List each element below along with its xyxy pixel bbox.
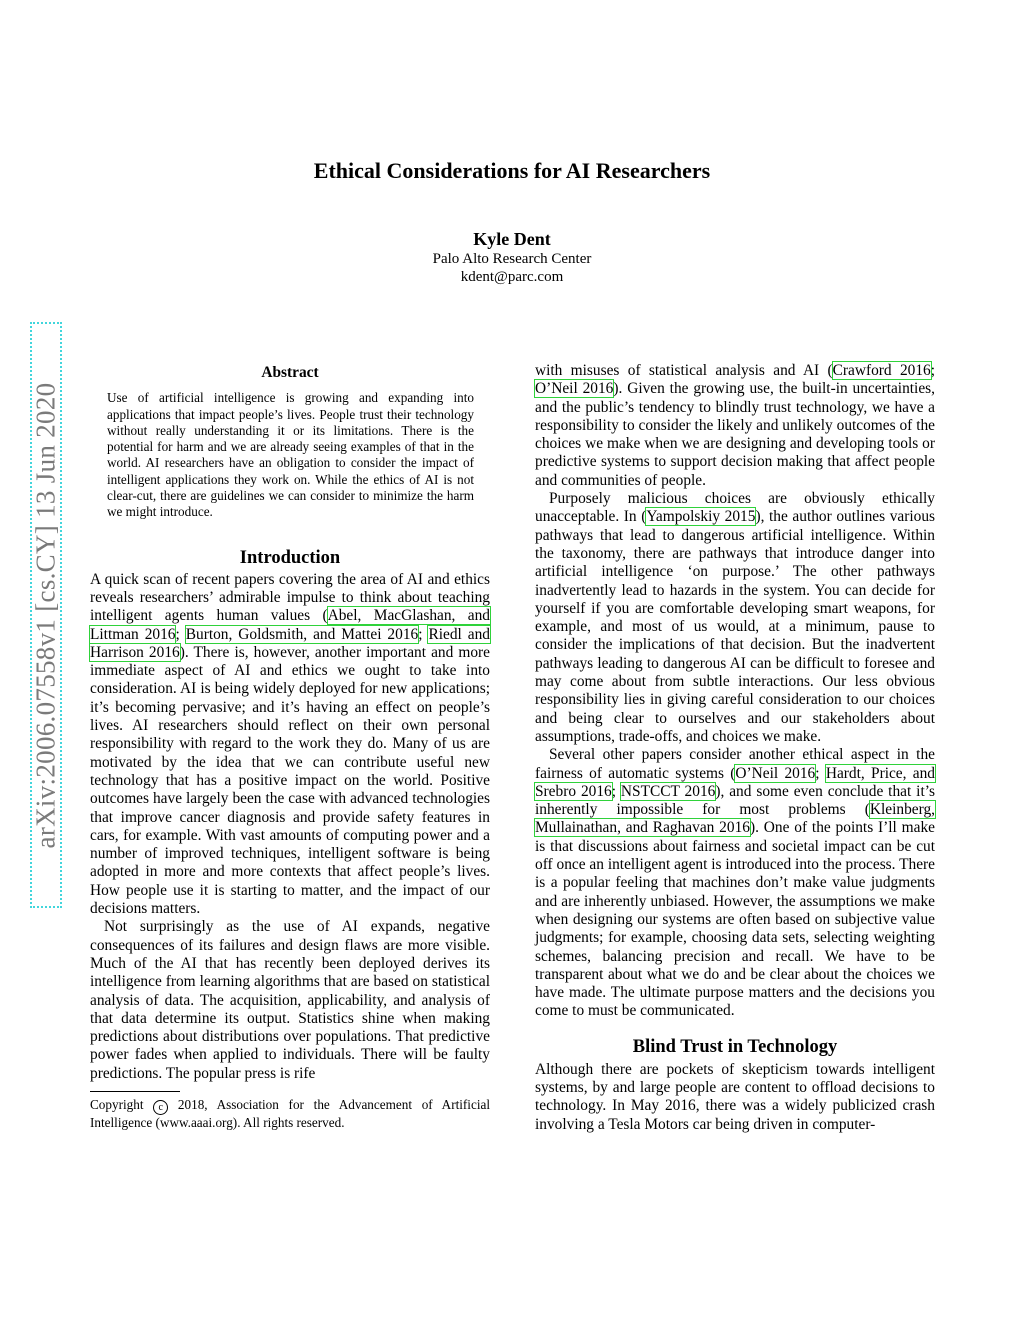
blind-trust-heading: Blind Trust in Technology (632, 1036, 838, 1057)
intro-p2-cont-text: with misuses of statistical analysis and AI ( (535, 362, 833, 379)
footnote-text: 2018, Association for the Advancement of Artificial Intelligence (www.aaai.org). All rights reserved. (90, 1096, 490, 1130)
citation-burton-2016[interactable]: Burton, Goldsmith, and Mattei 2016 (185, 625, 419, 643)
citation-oneil-2016-b[interactable]: O’Neil 2016 (735, 764, 816, 782)
intro-paragraph-2: Not surprisingly as the use of AI expands, negative consequences of its failures and design flaws are more visible. Much of the AI that has recently been deployed derives its intelligence from learning algorithms that are based on statistical analysis of data. The acquisition, applicability, and analysis of that data determine its output. Statistics shine when making predictions about distributions over populations. That predictive power fades when applied to individuals. There will be faulty predictions. The popular press is rife (90, 918, 490, 1082)
right-column (535, 362, 935, 1134)
footnote-rule (90, 1091, 180, 1092)
intro-paragraph-2-continued (535, 362, 935, 490)
citation-kleinberg-2016[interactable]: Kleinberg, Mullainathan, and Raghavan 2016 (535, 801, 935, 837)
footnote (90, 1091, 490, 1131)
citation-crawford-2016[interactable]: Crawford 2016 (832, 362, 931, 379)
citation-separator: ; (930, 362, 936, 379)
arxiv-stamp (30, 322, 62, 908)
intro-p2-end-text: ). Given the growing use, the built-in uncertainties, and the public’s tendency to blindly trust technology, we have a responsibility to consider the likely and unlikely outcomes of the choices we make when we are designing and developing tools or predictive systems to support decision making that affect people and communities of people. (535, 380, 935, 489)
intro-paragraph-3 (535, 490, 935, 746)
intro-p4-text-c: ). One of the points I’ll make is that discussions about fairness and societal impact can be cut off once an intelligent agent is introduced into the process. There is a popular feeling that machines don’t make value judgments and are inherently unbiased. However, the assumptions we make when designing our systems are often based on subjective value judgments; for example, choosing data sets, selecting weighting schemes, balancing precision and recall. We have to be transparent about what we do and be clear about the choices we have made. The ultimate purpose matters and the decisions you come to must be communicated. (535, 819, 935, 1020)
citation-separator: ; (418, 625, 429, 643)
intro-p1-text-b: ). There is, however, another important and more immediate aspect of AI and ethics we ought to take into consideration. AI is being widely deployed for new applications; it’s becoming pervasive; and it’s having an effect on people’s lives. AI researchers should reflect on their own personal responsibility with regard to the work they do. Many of us are motivated by the idea that we can contribute useful new technology that has a positive impact on the world. Positive outcomes have largely been the case with advanced technologies that improve cancer diagnosis and provide safety features in cars, for example. With vast amounts of computing power and a number of improved techniques, intelligent software is being adopted in more and more contexts that affect people’s lives. How people use it is starting to matter, and the impact of our decisions matters. (90, 643, 490, 918)
copyright-icon: c (153, 1100, 168, 1115)
author-email: kdent@parc.com (460, 269, 564, 285)
citation-oneil-2016[interactable]: O’Neil 2016 (535, 380, 614, 398)
citation-hardt-2016[interactable]: Hardt, Price, and Srebro 2016 (535, 764, 936, 800)
intro-p3-text-b: ), the author outlines various pathways that lead to dangerous artificial intelligence. Within the taxonomy, there are pathways that introduce danger into artificial intelligence ‘on purpose.’ The other pathways inadvertently lead to hazards in the system. You can decide for yourself if you are comfortable developing smart weapons, for example, and most of us would, at a minimum, pause to consider the implications of that decision. But the inadvertent pathways leading to dangerous AI can be difficult to foresee and may come about from subtle interactions. Our less obvious responsibility lies in giving careful consideration to our choices and being clear to ourselves and our stakeholders about assumptions, trade-offs, and choices we make. (535, 508, 936, 745)
abstract-heading: Abstract (261, 364, 319, 381)
abstract-text: Use of artificial intelligence is growing and expanding into applications that impact people’s lives. People trust their technology without really understanding it or its limitations. There is the potential for harm and we are already seeing examples of that in the world. AI researchers have an obligation to consider the impact of intelligent applications they work on. While the ethics of AI is not clear-cut, there are guidelines we can consider to minimize the harm we might introduce. (107, 390, 474, 520)
citation-abel-2016[interactable]: Abel, MacGlashan, and Littman 2016 (90, 607, 490, 643)
citation-separator: ; (175, 625, 186, 643)
left-column (90, 362, 490, 1131)
intro-p1-text-a: A quick scan of recent papers covering the area of AI and ethics reveals researchers’ admirable impulse to think about teaching intelligent agents human values ( (90, 570, 490, 625)
citation-riedl-2016[interactable]: Riedl and Harrison 2016 (90, 625, 491, 661)
introduction-heading: Introduction (239, 547, 341, 568)
citation-yampolskiy-2015[interactable]: Yampolskiy 2015 (646, 508, 756, 526)
intro-p4-text-b: ), and some even conclude that it’s inherently impossible for most problems ( (535, 782, 935, 819)
author-name: Kyle Dent (473, 229, 551, 249)
author-affiliation: Palo Alto Research Center (432, 251, 592, 267)
intro-paragraph-4 (535, 746, 935, 1020)
author-block (0, 228, 1024, 286)
intro-p3-text-a: Purposely malicious choices are obviously ethically unacceptable. In ( (535, 490, 935, 526)
citation-separator: ; (611, 782, 621, 800)
paper-title: Ethical Considerations for AI Researchers (313, 158, 711, 183)
intro-p4-text-a: Several other papers consider another ethical aspect in the fairness of automatic systems ( (535, 746, 935, 782)
citation-separator: ; (815, 764, 826, 782)
citation-nstcct-2016[interactable]: NSTCCT 2016 (620, 782, 716, 800)
footnote-prefix: Copyright (90, 1096, 154, 1112)
blind-trust-paragraph: Although there are pockets of skepticism towards intelligent systems, by and large people are content to offload decisions to technology. In May 2016, there was a widely publicized crash involving a Tesla Motors car being driven in computer- (535, 1060, 935, 1133)
intro-paragraph-1 (90, 571, 490, 919)
arxiv-stamp-text: arXiv:2006.07558v1 [cs.CY] 13 Jun 2020 (30, 382, 61, 848)
